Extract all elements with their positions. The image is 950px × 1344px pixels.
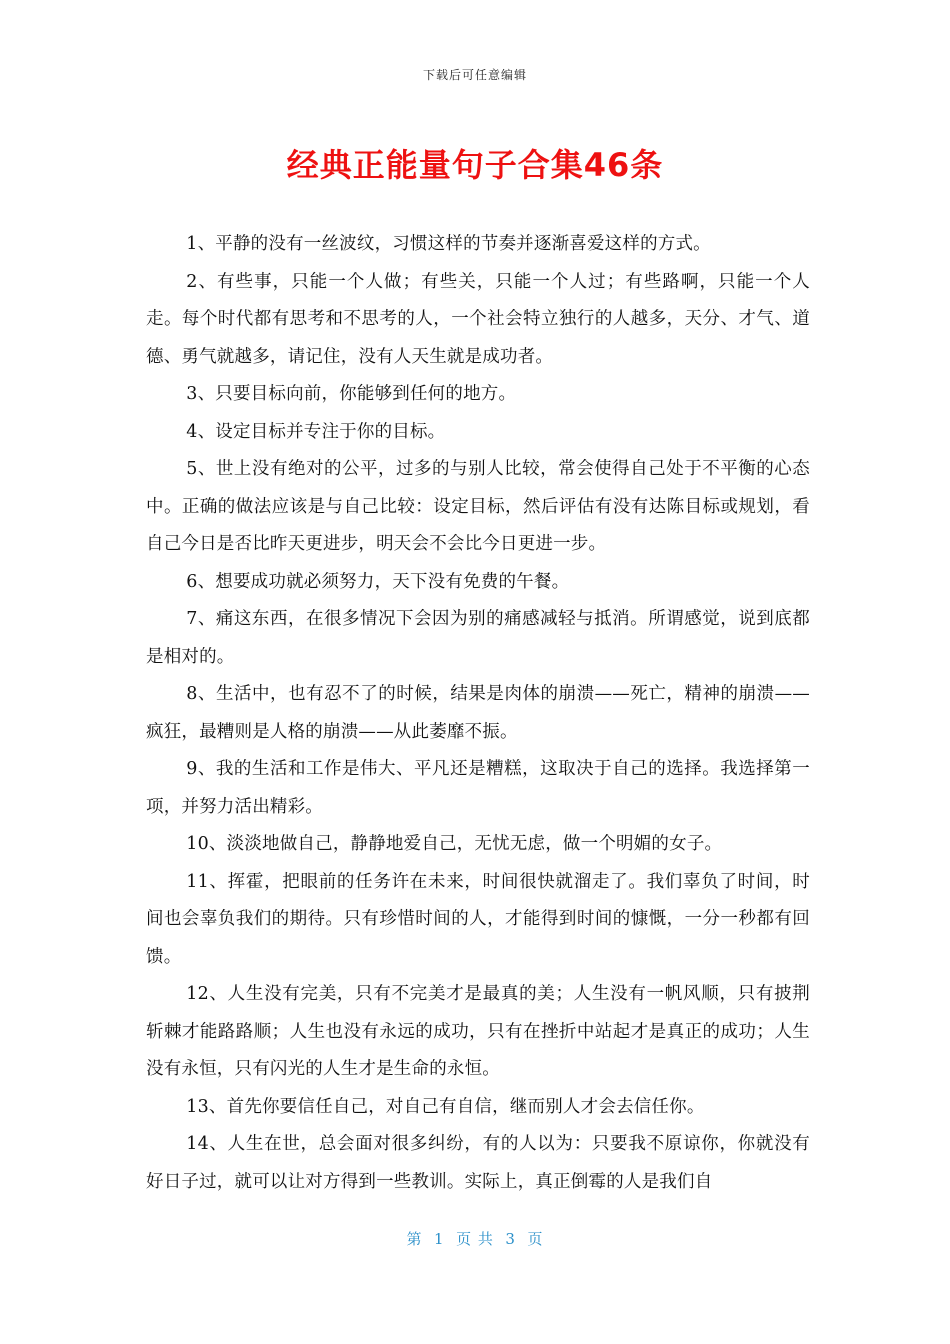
paragraph-2: 2、有些事，只能一个人做；有些关，只能一个人过；有些路啊，只能一个人走。每个时代都有思考和不思考的人，一个社会特立独行的人越多，天分、才气、道德、勇气就越多，请记住，没有人天生就是成功者。 xyxy=(146,271,810,367)
paragraph-6: 6、想要成功就必须努力，天下没有免费的午餐。 xyxy=(186,571,570,592)
paragraph-1: 1、平静的没有一丝波纹，习惯这样的节奏并逐渐喜爱这样的方式。 xyxy=(186,234,711,254)
paragraph-5: 5、世上没有绝对的公平，过多的与别人比较，常会使得自己处于不平衡的心态中。正确的做法应该是与自己比较：设定目标，然后评估有没有达陈目标或规划，看自己今日是否比昨天更进步，明天会不会比今日更进一步。 xyxy=(146,459,810,554)
page-footer: 第 1 页 共 3 页 xyxy=(406,1230,544,1248)
paragraph-12: 12、人生没有完美，只有不完美才是最真的美；人生没有一帆风顺，只有披荆斩棘才能路路顺；人生也没有永远的成功，只有在挫折中站起才是真正的成功；人生没有永恒，只有闪光的人生才是生命的永恒。 xyxy=(146,984,810,1079)
paragraph-7: 7、痛这东西，在很多情况下会因为别的痛感减轻与抵消。所谓感觉，说到底都是相对的。 xyxy=(146,609,810,667)
document-body xyxy=(146,226,810,1201)
document-title: 经典正能量句子合集46条 xyxy=(286,146,664,184)
paragraph-9: 9、我的生活和工作是伟大、平凡还是糟糕，这取决于自己的选择。我选择第一项，并努力活出精彩。 xyxy=(146,759,810,817)
paragraph-14: 14、人生在世，总会面对很多纠纷，有的人以为：只要我不原谅你，你就没有好日子过，就可以让对方得到一些教训。实际上，真正倒霉的人是我们自 xyxy=(146,1134,810,1192)
paragraph-11: 11、挥霍，把眼前的任务许在未来，时间很快就溜走了。我们辜负了时间，时间也会辜负我们的期待。只有珍惜时间的人，才能得到时间的慷慨，一分一秒都有回馈。 xyxy=(146,871,810,967)
paragraph-3: 3、只要目标向前，你能够到任何的地方。 xyxy=(186,384,517,404)
paragraph-8: 8、生活中，也有忍不了的时候，结果是肉体的崩溃——死亡，精神的崩溃——疯狂，最糟则是人格的崩溃——从此萎靡不振。 xyxy=(146,684,810,742)
header-note: 下载后可任意编辑 xyxy=(422,68,527,82)
paragraph-13: 13、首先你要信任自己，对自己有自信，继而别人才会去信任你。 xyxy=(186,1096,705,1117)
paragraph-10: 10、淡淡地做自己，静静地爱自己，无忧无虑，做一个明媚的女子。 xyxy=(186,834,723,854)
paragraph-4: 4、设定目标并专注于你的目标。 xyxy=(186,421,446,442)
